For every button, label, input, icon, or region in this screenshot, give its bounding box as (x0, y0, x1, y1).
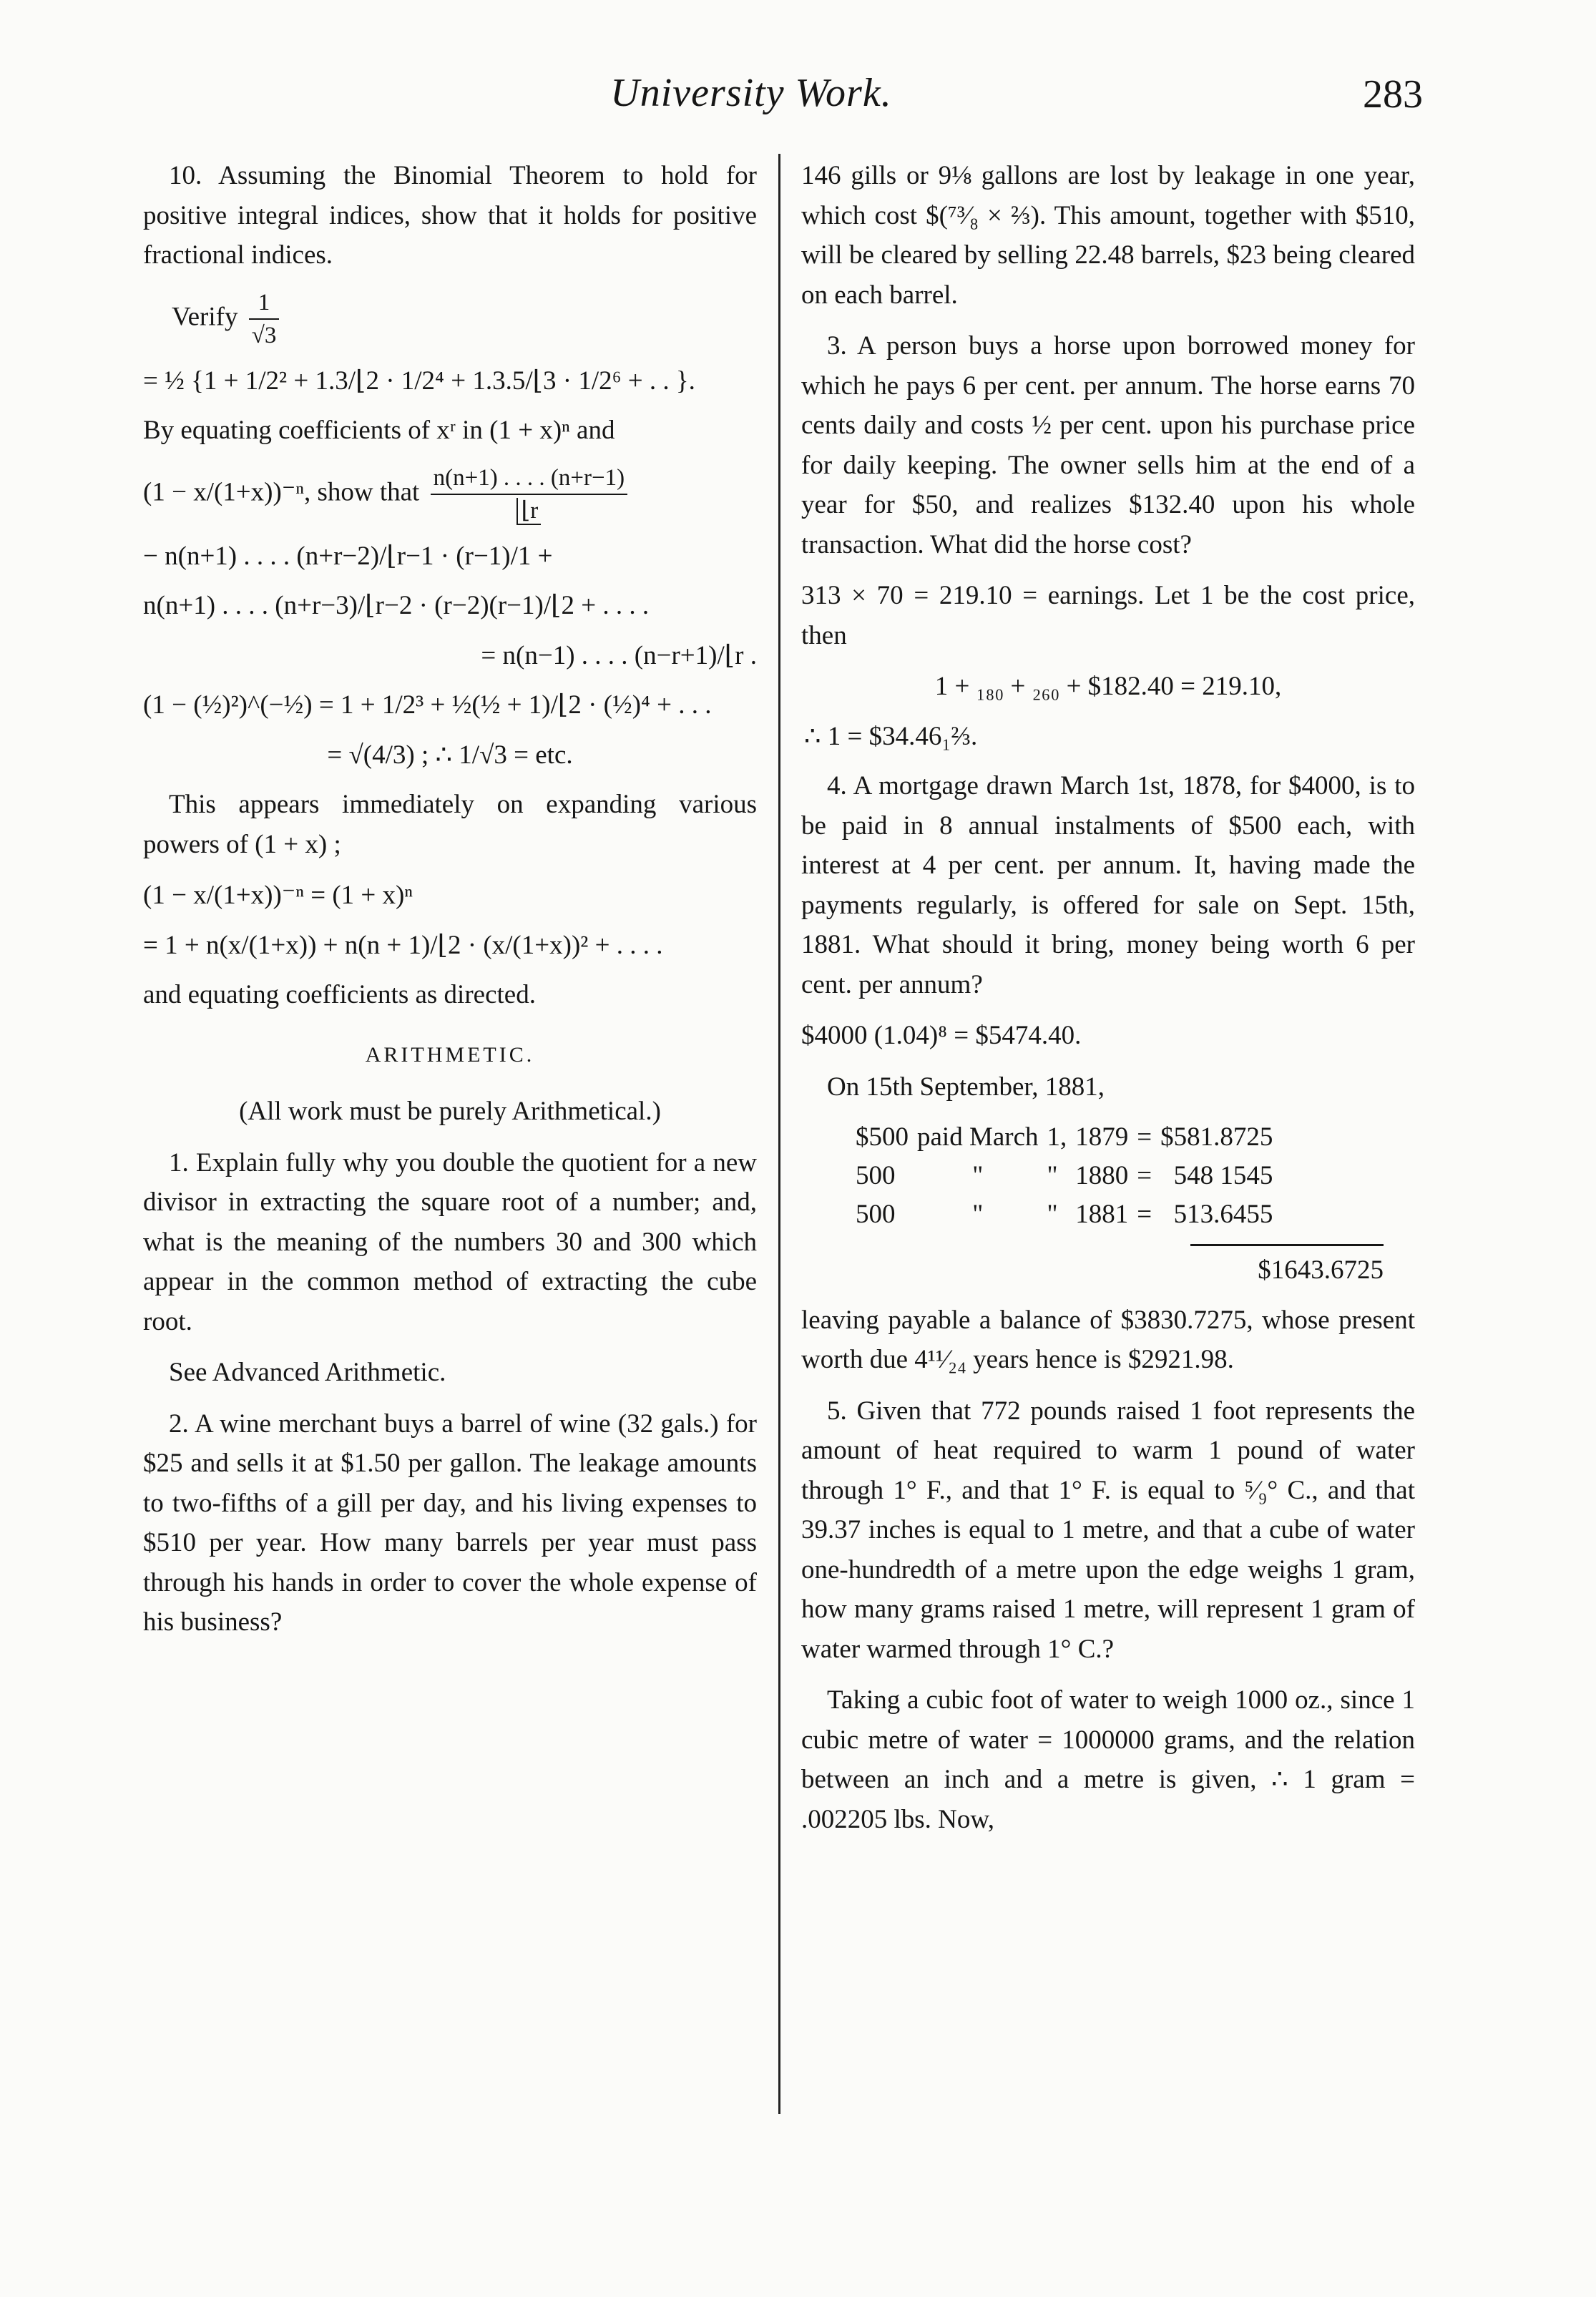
answer-3-result: ∴ 1 = $34.46₁⅔. (804, 721, 978, 751)
payments-table (851, 1118, 1277, 1234)
question-1: 1. Explain fully why you double the quotient for a new divisor in extracting the square root of a number; and, what is the meaning of the numbers 30 and 300 which appear in the common method of extracting the cube root. (143, 1147, 757, 1336)
column-divider (778, 154, 780, 2114)
verify-denominator: √3 (251, 322, 277, 348)
answer-3-equation: 1 + ₁₈₀ + ₂₆₀ + $182.40 = 219.10, (934, 672, 1282, 701)
left-column (143, 156, 757, 1654)
question-4: 4. A mortgage drawn March 1st, 1878, for $4000, is to be paid in 8 annual instalments of $500 each, with interest at 4 per cent. per annum. It, having made the payments regularly, is offered for sale on Sept. 15th, 1881. What should it bring, money being worth 6 per cent. per annum? (801, 771, 1415, 999)
row-amount: 500 (856, 1200, 896, 1229)
table-row (851, 1118, 1277, 1157)
row-day: " (1047, 1200, 1058, 1229)
row-equals: = (1137, 1161, 1152, 1190)
equating-directed-text: and equating coefficients as directed. (143, 980, 536, 1009)
answer-5-text: Taking a cubic foot of water to weigh 1000 oz., since 1 cubic metre of water = 1000000 grams, and the relation between an inch and a metre is given, ∴ 1 gram = .002205 lbs. Now, (801, 1685, 1415, 1834)
term6-line: = √(4/3) ; ∴ 1/√3 = etc. (327, 740, 573, 770)
row-amount: 500 (856, 1161, 896, 1190)
answer-2-text: 146 gills or 9⅛ gallons are lost by leakage in one year, which cost $(⁷³⁄₈ × ⅔). This amount, together with $510, will be cleared by selling 22.48 barrels, $23 being cleared on each barrel. (801, 161, 1415, 310)
row-equals: = (1137, 1200, 1152, 1229)
equating-line: By equating coefficients of xʳ in (1 + x)ⁿ and (143, 416, 615, 445)
running-header-title: University Work. (610, 71, 892, 115)
arithmetic-heading: ARITHMETIC. (365, 1042, 535, 1067)
see-reference: See Advanced Arithmetic. (169, 1358, 446, 1387)
row-year: 1879 (1075, 1122, 1129, 1152)
question-10: 10. Assuming the Binomial Theorem to hold for positive integral indices, show that it holds for positive fractional indices. (143, 161, 757, 270)
question-5: 5. Given that 772 pounds raised 1 foot represents the amount of heat required to warm 1 pound of water through 1° F., and that 1° F. is equal to ⁵⁄₉° C., and that 39.37 inches is equal to 1 metre, and that a cube of water one-hundredth of a metre upon the edge weighs 1 gram, how many grams raised 1 metre, will represent 1 gram of water warmed through 1° C.? (801, 1396, 1415, 1664)
term3-line: n(n+1) . . . . (n+r−3)/⌊r−2 · (r−2)(r−1)/⌊2 + . . . . (143, 591, 650, 620)
verify-fraction (249, 287, 280, 351)
row-year: 1881 (1075, 1200, 1129, 1229)
row-value: $581.8725 (1160, 1122, 1273, 1152)
page-number: 283 (1363, 72, 1423, 117)
row-year: 1880 (1075, 1161, 1129, 1190)
verify-numerator: 1 (249, 287, 280, 320)
row-word: paid March (917, 1122, 1039, 1152)
term5-line: (1 − (½)²)^(−½) = 1 + 1/2³ + ½(½ + 1)/⌊2 · (½)⁴ + . . . (143, 690, 712, 720)
row-value: 513.6455 (1173, 1200, 1273, 1229)
right-column (801, 156, 1415, 1851)
term2-line: − n(n+1) . . . . (n+r−2)/⌊r−1 · (r−1)/1 + (143, 541, 553, 571)
answer-4-line-3: leaving payable a balance of $3830.7275, whose present worth due 4¹¹⁄₂₄ years hence is $2921.98. (801, 1305, 1415, 1374)
row-equals: = (1137, 1122, 1152, 1152)
expansion-line-2: = 1 + n(x/(1+x)) + n(n + 1)/⌊2 · (x/(1+x))² + . . . . (143, 930, 663, 960)
show-that-line (143, 462, 757, 527)
show-that-lhs: (1 − x/(1+x))⁻ⁿ, show that (143, 476, 420, 506)
answer-3-text: 313 × 70 = 219.10 = earnings. Let 1 be the cost price, then (801, 581, 1415, 650)
verify-line (172, 287, 757, 351)
question-2: 2. A wine merchant buys a barrel of wine (32 gals.) for $25 and sells it at $1.50 per gallon. The leakage amounts to two-fifths of a gill per day, and his living expenses to $510 per year. How many barrels per year must pass through his hands in order to cover the whole expense of his business? (143, 1409, 757, 1637)
row-word: " (972, 1200, 984, 1229)
question-3: 3. A person buys a horse upon borrowed money for which he pays 6 per cent. per annum. The horse earns 70 cents daily and costs ½ per cent. upon his purchase price for daily keeping. The owner sells him at the end of a year for $50, and realizes $132.40 upon his whole transaction. What did the horse cost? (801, 331, 1415, 559)
term1-numerator: n(n+1) . . . . (n+r−1) (431, 462, 628, 495)
row-day: 1, (1047, 1122, 1067, 1152)
answer-4-line-2: On 15th September, 1881, (827, 1072, 1105, 1102)
row-word: " (972, 1161, 984, 1190)
row-value: 548 1545 (1173, 1161, 1273, 1190)
expansion-line-1: (1 − x/(1+x))⁻ⁿ = (1 + x)ⁿ (143, 881, 413, 910)
term1-denominator: ⌊r (517, 498, 541, 525)
payments-total: $1643.6725 (1190, 1244, 1384, 1290)
table-row (851, 1195, 1277, 1234)
arithmetic-note: (All work must be purely Arithmetical.) (239, 1097, 661, 1126)
term4-line: = n(n−1) . . . . (n−r+1)/⌊r . (481, 640, 757, 670)
series-line: = ½ {1 + 1/2² + 1.3/⌊2 · 1/2⁴ + 1.3.5/⌊3 · 1/2⁶ + . . }. (143, 366, 695, 396)
row-amount: $500 (856, 1122, 909, 1152)
row-day: " (1047, 1161, 1058, 1190)
verify-label: Verify (172, 301, 238, 331)
table-row (851, 1157, 1277, 1195)
term1-fraction (431, 462, 628, 527)
answer-4-line-1: $4000 (1.04)⁸ = $5474.40. (801, 1021, 1082, 1050)
expanding-text: This appears immediately on expanding various powers of (1 + x) ; (143, 790, 757, 859)
